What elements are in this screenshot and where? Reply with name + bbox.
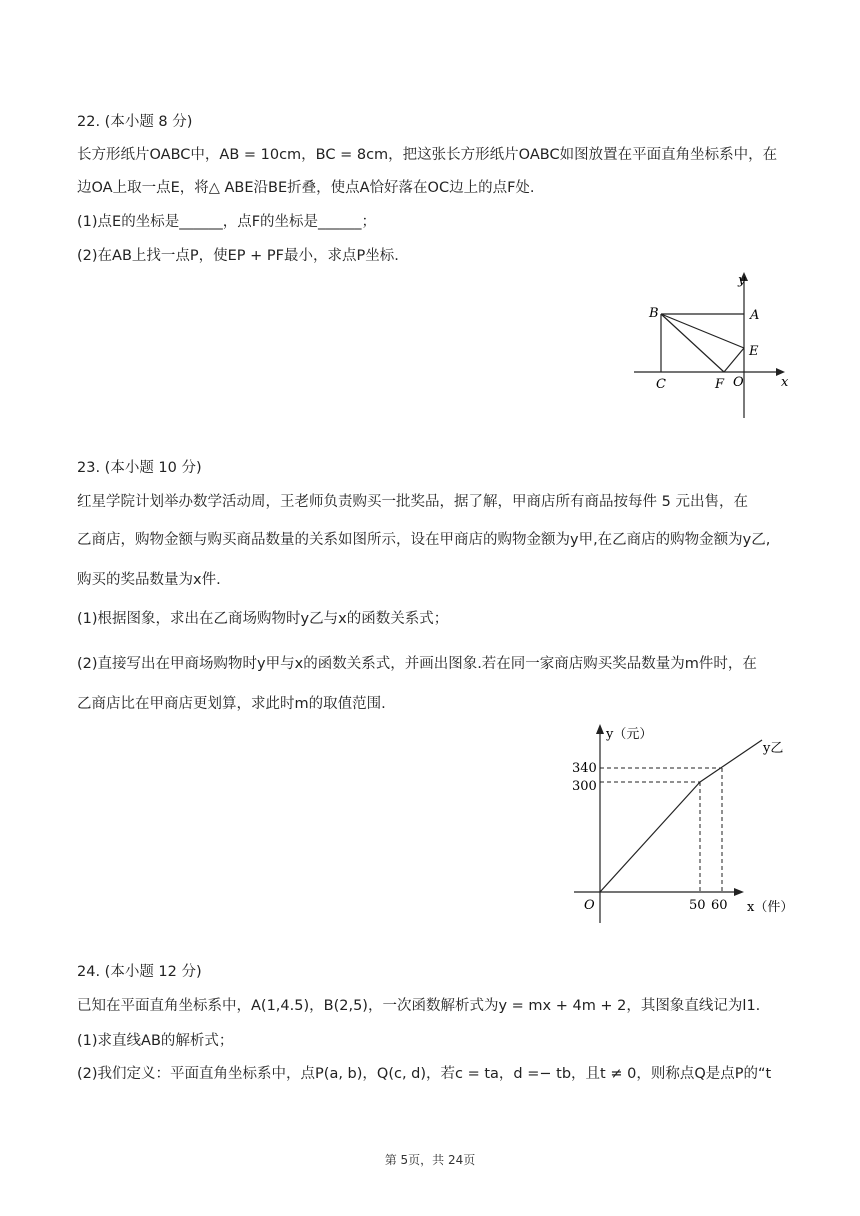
fig-label-F: F — [715, 377, 725, 392]
q23-line-1: 红星学院计划举办数学活动周，王老师负责购买一批奖品，据了解，甲商店所有商品按每件 5 元出售，在 — [77, 494, 748, 510]
q23-graph — [560, 718, 800, 928]
graph-origin: O — [584, 898, 595, 913]
graph-tick-y-340: 340 — [572, 761, 597, 776]
q24-header: 24. (本小题 12 分) — [77, 964, 202, 980]
fig-label-x: x — [781, 375, 789, 390]
graph-y-label: y（元） — [606, 727, 653, 742]
q23-line-5: (2)直接写出在甲商场购物时y甲与x的函数关系式，并画出图象.若在同一家商店购买奖品数量为m件时，在 — [77, 656, 757, 672]
q22-line-4: (2)在AB上找一点P，使EP + PF最小，求点P坐标. — [77, 248, 399, 264]
page-footer: 第 5页，共 24页 — [384, 1153, 476, 1167]
graph-tick-x-50: 50 — [689, 898, 706, 913]
graph-line-label: y乙 — [763, 741, 784, 756]
fig-label-B: B — [649, 306, 659, 321]
q22-header: 22. (本小题 8 分) — [77, 114, 193, 130]
q23-line-3: 购买的奖品数量为x件. — [77, 572, 221, 588]
graph-tick-y-300: 300 — [572, 779, 597, 794]
fig-label-C: C — [656, 377, 666, 392]
q24-line-1: 已知在平面直角坐标系中，A(1,4.5)，B(2,5)，一次函数解析式为y = mx + 4m + 2，其图象直线记为l1. — [77, 998, 761, 1014]
q23-header: 23. (本小题 10 分) — [77, 460, 202, 476]
fig-label-y: y — [738, 273, 746, 288]
q23-line-4: (1)根据图象，求出在乙商场购物时y乙与x的函数关系式； — [77, 611, 449, 627]
q22-line-2: 边OA上取一点E，将△ ABE沿BE折叠，使点A恰好落在OC边上的点F处. — [77, 180, 535, 196]
fig-label-A: A — [750, 308, 760, 323]
q24-line-3: (2)我们定义：平面直角坐标系中，点P(a, b)，Q(c, d)，若c = ta，d =− tb，且t ≠ 0，则称点Q是点P的“t — [77, 1066, 772, 1082]
graph-tick-x-60: 60 — [711, 898, 728, 913]
q22-line-1: 长方形纸片OABC中，AB = 10cm，BC = 8cm，把这张长方形纸片OABC如图放置在平面直角坐标系中，在 — [77, 147, 778, 163]
q24-line-2: (1)求直线AB的解析式； — [77, 1033, 234, 1049]
fig-label-O: O — [733, 375, 744, 390]
q23-line-2: 乙商店，购物金额与购买商品数量的关系如图所示，设在甲商店的购物金额为y甲,在乙商店的购物金额为y乙, — [77, 532, 771, 548]
q22-line-3: (1)点E的坐标是______，点F的坐标是______； — [77, 214, 377, 230]
q23-line-6: 乙商店比在甲商店更划算，求此时m的取值范围. — [77, 696, 386, 712]
fig-label-E: E — [749, 344, 759, 359]
q22-figure — [628, 268, 798, 428]
graph-x-label: x（件） — [747, 900, 794, 915]
